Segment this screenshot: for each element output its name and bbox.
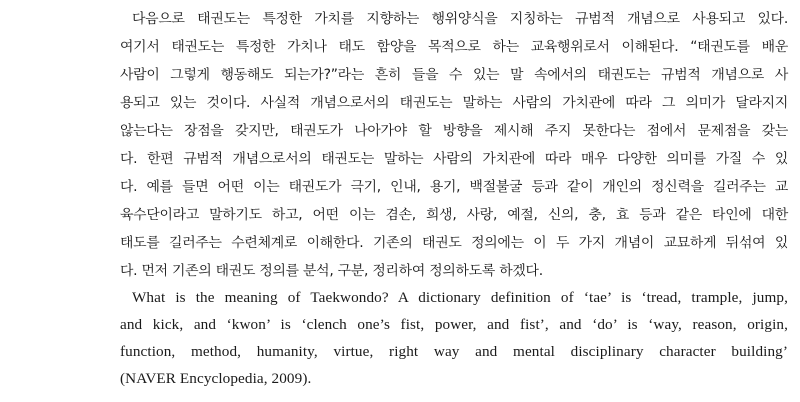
paragraph-line: 태도를 길러주는 수련체계로 이해한다. 기존의 태권도 정의에는 이 두 가지 개념이 교묘하게 뒤섞여 있 (120, 235, 788, 251)
paragraph-line: and kick, and ‘kwon’ is ‘clench one’s fist, power, and fist’, and ‘do’ is ‘way, reason, origin, (120, 316, 788, 333)
paragraph-line: 육수단이라고 말하기도 하고, 어떤 이는 겸손, 희생, 사랑, 예절, 신의, 충, 효 등과 같은 타인에 대한 (120, 207, 788, 223)
paragraph-line: 여기서 태권도는 특정한 가치나 태도 함양을 목적으로 하는 교육행위로서 이해된다. “태권도를 배운 (120, 39, 788, 55)
paragraph-line: 사람이 그렇게 행동해도 되는가?”라는 흔히 들을 수 있는 말 속에서의 태권도는 규범적 개념으로 사 (120, 67, 788, 83)
document-page (120, 0, 788, 402)
paragraph-line: 다. 한편 규범적 개념으로서의 태권도는 말하는 사람의 가치관에 따라 매우 다양한 의미를 가질 수 있 (120, 151, 788, 167)
paragraph-line: function, method, humanity, virtue, right way and mental disciplinary character building’ (120, 343, 788, 360)
paragraph-line: 다. 예를 들면 어떤 이는 태권도가 극기, 인내, 용기, 백절불굴 등과 같이 개인의 정신력을 길러주는 교 (120, 179, 788, 195)
paragraph-line: What is the meaning of Taekwondo? A dictionary definition of ‘tae’ is ‘tread, trample, jump, (132, 289, 788, 306)
paragraph-line: 다음으로 태권도는 특정한 가치를 지향하는 행위양식을 지칭하는 규범적 개념으로 사용되고 있다. (132, 11, 788, 27)
paragraph-line: (NAVER Encyclopedia, 2009). (120, 370, 312, 387)
paragraph-line: 다. 먼저 기존의 태권도 정의를 분석, 구분, 정리하여 정의하도록 하겠다. (120, 263, 543, 279)
paragraph-line: 않는다는 장점을 갖지만, 태권도가 나아가야 할 방향을 제시해 주지 못한다는 점에서 문제점을 갖는 (120, 123, 788, 139)
paragraph-line: 용되고 있는 것이다. 사실적 개념으로서의 태권도는 말하는 사람의 가치관에 따라 그 의미가 달라지지 (120, 95, 788, 111)
